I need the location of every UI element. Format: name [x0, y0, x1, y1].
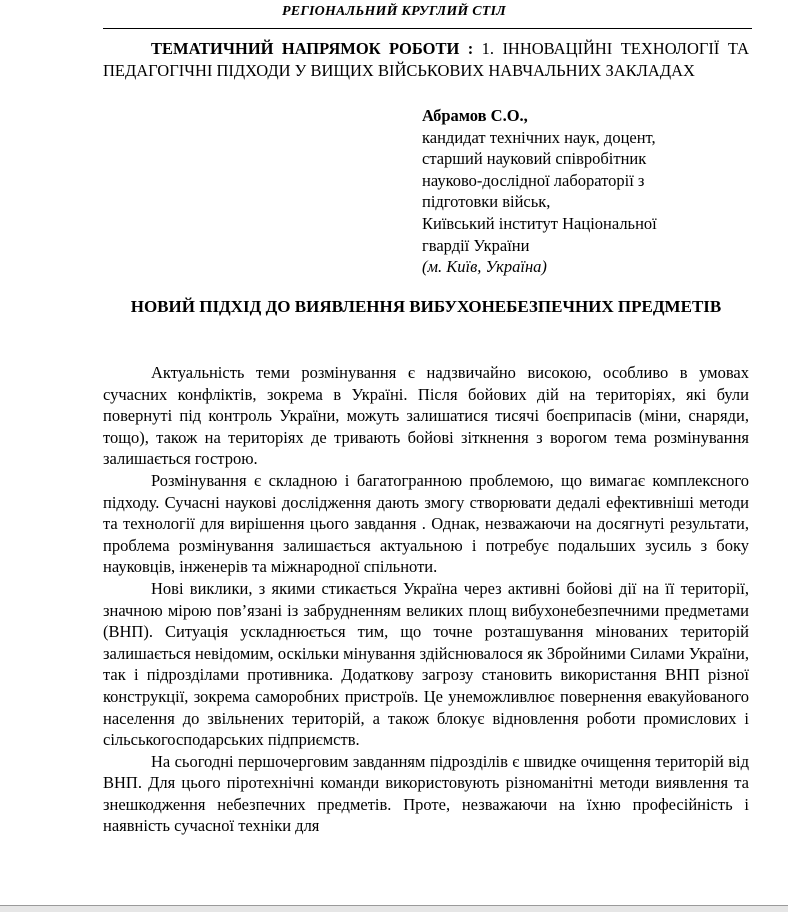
author-affiliation-line: науково-дослідної лабораторії з: [422, 170, 645, 190]
body-paragraph: Актуальність теми розмінування є надзвичайно високою, особливо в умовах сучасних конфліктів, зокрема в Україні. Після бойових дій на територіях, які були повернуті під контроль України, можуть залишатися тисячі боєприпасів (міни, снаряди, тощо), також на територіях де тривають бойові зіткнення з ворогом тема розмінування залишається гострою.: [103, 363, 749, 469]
author-affiliation-line: гвардії України: [422, 235, 530, 255]
article-body: [103, 362, 749, 837]
thematic-direction: [103, 38, 749, 81]
author-affiliation-line: підготовки військ,: [422, 192, 551, 212]
thematic-direction-text: 1. ІННОВАЦІЙНІ ТЕХНОЛОГІЇ ТА ПЕДАГОГІЧНІ ПІДХОДИ У ВИЩИХ ВІЙСЬКОВИХ НАВЧАЛЬНИХ ЗАКЛАДАХ: [103, 39, 750, 80]
author-affiliation-line: кандидат технічних наук, доцент,: [422, 127, 656, 147]
author-affiliation-line: старший науковий співробітник: [422, 149, 647, 169]
body-paragraph: Розмінування є складною і багатогранною проблемою, що вимагає комплексного підходу. Сучасні наукові дослідження дають змогу створювати дедалі ефективніші методи та технології для вирішення цього завдання . Однак, незважаючи на досягнуті результати, проблема розмінування залишається актуальною і потребує подальших зусиль з боку науковців, інженерів та міжнародної спільноти.: [103, 470, 749, 577]
thematic-direction-label: ТЕМАТИЧНИЙ НАПРЯМОК РОБОТИ :: [151, 39, 474, 58]
author-affiliation-line: Київський інститут Національної: [422, 213, 657, 233]
body-paragraph: Нові виклики, з якими стикається Україна через активні бойові дії на її території, значною мірою пов’язані із забрудненням великих площ вибухонебезпечними предметами (ВНП). Ситуація ускладнюється тим, що точне розташування мінованих територій залишається невідомим, оскільки мінування здійснювалося як Збройними Силами України, так і підрозділами противника. Додаткову загрозу становить використання ВНП різної конструкції, зокрема саморобних пристроїв. Це унеможливлює повернення евакуйованого населення до звільнених територій, а також блокує відновлення роботи промислових і сільськогосподарських підприємств.: [103, 578, 749, 750]
body-paragraph: На сьогодні першочерговим завданням підрозділів є швидке очищення територій від ВНП. Для цього піротехнічні команди використовують різноманітні методи виявлення та знешкодження небезпечних предметів. Проте, незважаючи на їхню професійність і наявність сучасної техніки для: [103, 751, 749, 836]
page-header-title: РЕГІОНАЛЬНИЙ КРУГЛИЙ СТІЛ: [282, 4, 506, 19]
author-city: (м. Київ, Україна): [422, 257, 547, 277]
author-name: Абрамов С.О.,: [422, 106, 528, 125]
article-title: НОВИЙ ПІДХІД ДО ВИЯВЛЕННЯ ВИБУХОНЕБЕЗПЕЧНИХ ПРЕДМЕТІВ: [130, 297, 722, 316]
header-divider: [103, 28, 752, 29]
author-block: [422, 105, 742, 278]
